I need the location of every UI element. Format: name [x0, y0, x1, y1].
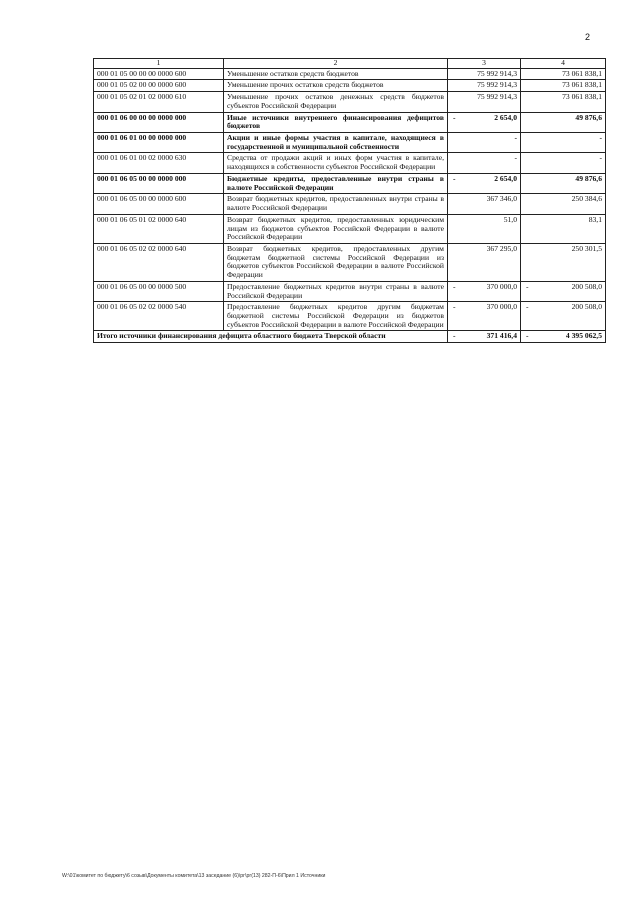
total-sign-col3: -: [453, 331, 456, 341]
total-amount-col3: 371 416,4: [486, 331, 517, 341]
amount-col4: 73 061 838,1: [562, 80, 602, 90]
value-col4: [521, 173, 606, 193]
budget-code: 000 01 06 00 00 00 0000 000: [94, 112, 224, 132]
budget-code: 000 01 06 01 00 00 0000 000: [94, 133, 224, 153]
sign-col3: -: [453, 112, 456, 122]
value-col3: [448, 68, 521, 80]
source-name: Предоставление бюджетных кредитов внутри страны в валюте Российской Федерации: [224, 281, 448, 301]
value-col3: [448, 302, 521, 331]
amount-col3: 367 295,0: [486, 243, 517, 253]
source-name: Возврат бюджетных кредитов, предоставленных другим бюджетам бюджетной системы Российской Федерации из бюджетов субъектов Российской Федерации в валюте Российской Федерации: [224, 243, 448, 281]
value-col3: [448, 173, 521, 193]
amount-col4: 200 508,0: [571, 281, 602, 291]
table-row: [94, 112, 606, 132]
value-col4: [521, 92, 606, 112]
total-row: [94, 331, 606, 343]
amount-col4: 49 876,6: [575, 173, 602, 183]
table-row: [94, 133, 606, 153]
amount-col4: 200 508,0: [571, 302, 602, 312]
table-header-row: [94, 59, 606, 69]
table-row: [94, 194, 606, 214]
source-name: Иные источники внутреннего финансирования дефицитов бюджетов: [224, 112, 448, 132]
table-row: [94, 302, 606, 331]
column-header-1: 1: [94, 59, 224, 69]
sign-col3: -: [453, 302, 456, 312]
amount-col4: 250 301,5: [571, 243, 602, 253]
amount-col4: 83,1: [588, 214, 602, 224]
value-col3: [448, 153, 521, 173]
value-col3: [448, 112, 521, 132]
value-col3: [448, 214, 521, 243]
table-row: [94, 68, 606, 80]
budget-code: 000 01 05 02 01 02 0000 610: [94, 92, 224, 112]
amount-col4: 73 061 838,1: [562, 92, 602, 102]
total-sign-col4: -: [526, 331, 529, 341]
table-row: [94, 173, 606, 193]
budget-code: 000 01 06 05 00 00 0000 000: [94, 173, 224, 193]
amount-col4: 250 384,6: [571, 194, 602, 204]
table-row: [94, 92, 606, 112]
source-name: Возврат бюджетных кредитов, предоставленных юридическим лицам из бюджетов субъектов Российской Федерации в валюте Российской Федерации: [224, 214, 448, 243]
table-row: [94, 153, 606, 173]
total-value-col4: [521, 331, 606, 343]
budget-code: 000 01 05 02 00 00 0000 600: [94, 80, 224, 92]
budget-code: 000 01 05 00 00 00 0000 600: [94, 68, 224, 80]
table-row: [94, 243, 606, 281]
table-row: [94, 214, 606, 243]
budget-code: 000 01 06 05 00 00 0000 500: [94, 281, 224, 301]
budget-code: 000 01 06 05 02 02 0000 640: [94, 243, 224, 281]
source-name: Средства от продажи акций и иных форм участия в капитале, находящихся в собственности субъектов Российской Федерации: [224, 153, 448, 173]
sign-col3: -: [453, 281, 456, 291]
value-col4: [521, 112, 606, 132]
table-body: [94, 68, 606, 331]
value-col3: [448, 194, 521, 214]
source-name: Бюджетные кредиты, предоставленные внутри страны в валюте Российской Федерации: [224, 173, 448, 193]
column-header-3: 3: [448, 59, 521, 69]
total-amount-col4: 4 395 062,5: [565, 331, 602, 341]
source-name: Уменьшение прочих остатков средств бюджетов: [224, 80, 448, 92]
value-col4: [521, 194, 606, 214]
amount-col3: 370 000,0: [486, 281, 517, 291]
value-col3: [448, 243, 521, 281]
value-col3: [448, 133, 521, 153]
amount-col4: 73 061 838,1: [562, 68, 602, 78]
value-col4: [521, 68, 606, 80]
column-header-2: 2: [224, 59, 448, 69]
budget-sources-table: [93, 58, 606, 343]
source-name: Предоставление бюджетных кредитов другим бюджетам бюджетной системы Российской Федерации из бюджетов субъектов Российской Федерации в валюте Российской Федерации: [224, 302, 448, 331]
sign-col3: -: [453, 173, 456, 183]
amount-col3: 75 992 914,3: [477, 80, 517, 90]
source-name: Возврат бюджетных кредитов, предоставленных внутри страны в валюте Российской Федерации: [224, 194, 448, 214]
amount-col3: 2 654,0: [494, 112, 517, 122]
value-col4: [521, 80, 606, 92]
value-col3: [448, 92, 521, 112]
source-name: Уменьшение остатков средств бюджетов: [224, 68, 448, 80]
budget-code: 000 01 06 01 00 02 0000 630: [94, 153, 224, 173]
amount-col3: 367 346,0: [486, 194, 517, 204]
amount-col4: -: [599, 153, 602, 163]
value-col3: [448, 80, 521, 92]
source-name: Акции и иные формы участия в капитале, находящиеся в государственной и муниципальной собственности: [224, 133, 448, 153]
amount-col4: -: [599, 133, 602, 143]
amount-col3: 2 654,0: [494, 173, 517, 183]
total-value-col3: [448, 331, 521, 343]
table-row: [94, 80, 606, 92]
budget-code: 000 01 06 05 01 02 0000 640: [94, 214, 224, 243]
budget-code: 000 01 06 05 00 00 0000 600: [94, 194, 224, 214]
amount-col3: -: [514, 153, 517, 163]
value-col3: [448, 281, 521, 301]
sign-col4: -: [526, 281, 529, 291]
footer-file-path: W:\01\комитет по бюджету\6 созыв\Документы комитета\13 заседание (6)\рг\рг(13) 282-П-6\Прил 1 Источники: [62, 873, 326, 879]
page-number: 2: [584, 32, 590, 42]
total-label: Итого источники финансирования дефицита областного бюджета Тверской области: [94, 331, 448, 343]
amount-col3: 51,0: [503, 214, 517, 224]
column-header-4: 4: [521, 59, 606, 69]
amount-col3: 370 000,0: [486, 302, 517, 312]
sign-col4: -: [526, 302, 529, 312]
value-col4: [521, 302, 606, 331]
amount-col3: 75 992 914,3: [477, 92, 517, 102]
value-col4: [521, 243, 606, 281]
value-col4: [521, 133, 606, 153]
value-col4: [521, 153, 606, 173]
amount-col3: -: [514, 133, 517, 143]
source-name: Уменьшение прочих остатков денежных средств бюджетов субъектов Российской Федерации: [224, 92, 448, 112]
value-col4: [521, 281, 606, 301]
budget-code: 000 01 06 05 02 02 0000 540: [94, 302, 224, 331]
amount-col3: 75 992 914,3: [477, 68, 517, 78]
amount-col4: 49 876,6: [575, 112, 602, 122]
table-row: [94, 281, 606, 301]
value-col4: [521, 214, 606, 243]
